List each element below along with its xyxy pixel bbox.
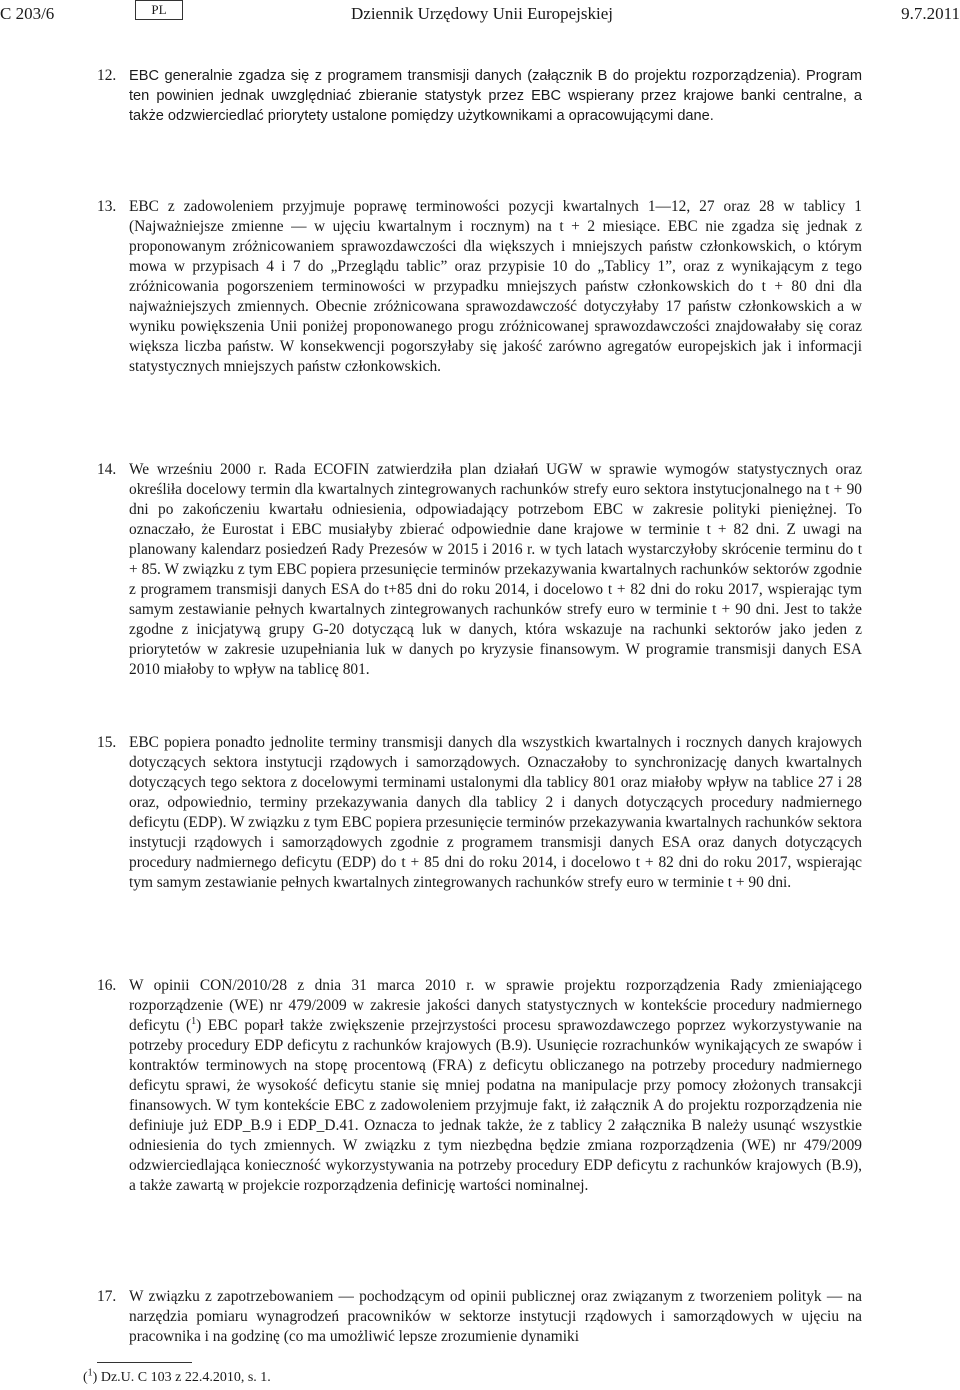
paragraph-number: 12. [97,67,117,84]
paragraph-text: We wrześniu 2000 r. Rada ECOFIN zatwierdziła plan działań UGW w sprawie wymogów statystycznych oraz określiła docelowy termin dla kwartalnych zintegrowanych rachunków strefy euro sektora instytucjonalnego na t + 90 dni po zakończeniu kwartału odniesienia, odpowiadający potrzebom EBC w zakresie polityki pieniężnej. To oznaczało, że Eurostat i EBC musiałyby zbierać odpowiednie dane krajowe w terminie t + 82 dni. Z uwagi na planowany kalendarz posiedzeń Rady Prezesów w 2015 i 2016 r. w tych latach wystarczyłoby skrócenie terminu do t + 85. W związku z tym EBC popiera przesunięcie terminów przekazywania kwartalnych rachunków sektorów zgodnie z programem transmisji danych ESA do t+85 dni do roku 2014, i docelowo t + 82 dni do roku 2017, wspierając tym samym zestawianie pełnych kwartalnych zintegrowanych rachunków strefy euro w terminie t + 90 dni. Jest to także zgodne z inicjatywą grupy G-20 dotyczącą luk w danych, która wskazuje na rachunki sektorów jako jeden z priorytetów w zakresie uzupełniania luk w danych po kryzysie finansowym. W programie transmisji danych ESA 2010 miałoby to wpływ na tablicę 801. [129,461,862,678]
journal-title: Dziennik Urzędowy Unii Europejskiej [351,4,614,23]
page-header [0,0,960,30]
paragraph-number: 13. [97,198,117,215]
language-badge: PL [135,0,183,20]
paragraph-13 [97,197,862,377]
paragraph-12 [97,66,862,126]
paragraph-number: 15. [97,734,117,751]
footnote-mark: 1 [87,1367,93,1379]
paragraph-14 [97,460,862,680]
footnote: ($^1$) Dz.U. C 103 z 22.4.2010, s. 1. [83,1367,271,1385]
paragraph-17 [97,1287,862,1347]
paragraph-number: 16. [97,977,117,994]
publication-date: 9.7.2011 [901,4,960,23]
paragraph-16 [97,976,862,1196]
paragraph-text [129,976,862,1196]
paragraph-text: EBC popiera ponadto jednolite terminy transmisji danych dla wszystkich kwartalnych i rocznych danych krajowych dotyczących sektora instytucji rządowych i samorządowych. Oznaczałoby to synchronizację danych kwartalnych dotyczących tego sektora z docelowymi terminami ustalonymi dla tablicy 801 oraz miałoby wpływ na tablice 27 i 28 oraz, odpowiednio, terminy przekazywania danych dla tablicy 2 i danych dotyczących procedury nadmiernego deficytu (EDP). W związku z tym EBC popiera przesunięcie terminów przekazywania kwartalnych rachunków sektora instytucji rządowych i samorządowych zgodnie z programem transmisji danych ESA oraz danych dotyczących procedury nadmiernego deficytu (EDP) do t + 85 dni do roku 2014, i docelowo t + 82 dni do roku 2017, wspierając tym samym zestawianie pełnych kwartalnych zintegrowanych rachunków strefy euro w terminie t + 90 dni. [129,734,862,891]
paragraph-text-part: ) EBC poparł także zwiększenie przejrzystości procesu sprawozdawczego poprzez wykorzystywanie na potrzeby procedury EDP deficytu z rachunków krajowych (B.9). Usunięcie rozrachunków wynikających ze swapów i kontraktów terminowych na stopę procentową (FRA) z deficytu obliczanego na potrzeby procedury nadmiernego deficytu sprawi, że wysokość deficytu stanie się mniej podatna na manipulacje przy pomocy złożonych transakcji finansowych. W tym kontekście EBC z zadowoleniem przyjmuje fakt, iż załącznik A do projektu rozporządzenia nie definiuje już EDP_B.9 i EDP_D.41. Oznacza to jednak także, że z tablicy 2 załącznika B należy usunąć wszystkie odniesienia do tych zmiennych. W związku z tym niezbędna będzie zmiana rozporządzenia (WE) nr 479/2009 odzwierciedlająca konieczność wykorzystywania na potrzeby procedury EDP deficytu z rachunków krajowych (B.9), a także zawartą w projekcie rozporządzenia definicję wartości nominalnej. [129,1017,862,1194]
footnote-text: Dz.U. C 103 z 22.4.2010, s. 1. [100,1370,271,1385]
paragraph-15 [97,733,862,893]
paragraph-text: W związku z zapotrzebowaniem — pochodzącym od opinii publicznej oraz związanym z tworzeniem polityk — na narzędzia pomiaru wynagrodzeń pracowników w sektorze instytucji rządowych i samorządowych w ujęciu na pracownika i na godzinę (co ma umożliwić lepsze zrozumienie dynamiki [129,1288,862,1345]
paragraph-text: EBC z zadowoleniem przyjmuje poprawę terminowości pozycji kwartalnych 1—12, 27 oraz 28 w tablicy 1 (Najważniejsze zmienne — w ujęciu kwartalnym i rocznym) na t + 2 miesiące. EBC nie zgadza się jednak z proponowanym zróżnicowaniem sprawozdawczości dla większych i mniejszych państw członkowskich, o którym mowa w przypisach 4 i 7 do „Przeglądu tablic” oraz przypisie 10 do „Tablicy 1”, oraz z wynikającym z tego zróżnicowania pogorszeniem terminowości w przypadku mniejszych państw członkowskich do t + 80 dni dla najważniejszych zmiennych. Obecnie zróżnicowana sprawozdawczość dotyczyłaby 17 państw członkowskich a w wyniku powiększenia Unii poniżej proponowanego progu zróżnicowanej sprawozdawczości znajdowałaby się coraz większa liczba państw. W konsekwencji pogorszyłaby się jakość zarówno agregatów europejskich jak i informacji statystycznych mniejszych państw członkowskich. [129,198,862,375]
paragraph-text: EBC generalnie zgadza się z programem transmisji danych (załącznik B do projektu rozporządzenia). Program ten powinien jednak uwzględniać zbieranie statystyk przez EBC wspierany przez krajowe banki centralne, a także odzwierciedlać priorytety ustalone pomiędzy użytkownikami a opracowującymi dane. [129,68,862,124]
journal-reference: C 203/6 [0,4,55,23]
paragraph-number: 14. [97,461,117,478]
paragraph-number: 17. [97,1288,117,1305]
footnote-divider [97,1362,192,1363]
footnote-reference[interactable]: 1 [191,1015,197,1027]
paragraph-text-part: W opinii CON/2010/28 z dnia 31 marca 2010 r. w sprawie projektu rozporządzenia Rady zmieniającego rozporządzenie (WE) nr 479/2009 w zakresie jakości danych statystycznych w kontekście procedury nadmiernego deficytu ( [129,977,862,1034]
